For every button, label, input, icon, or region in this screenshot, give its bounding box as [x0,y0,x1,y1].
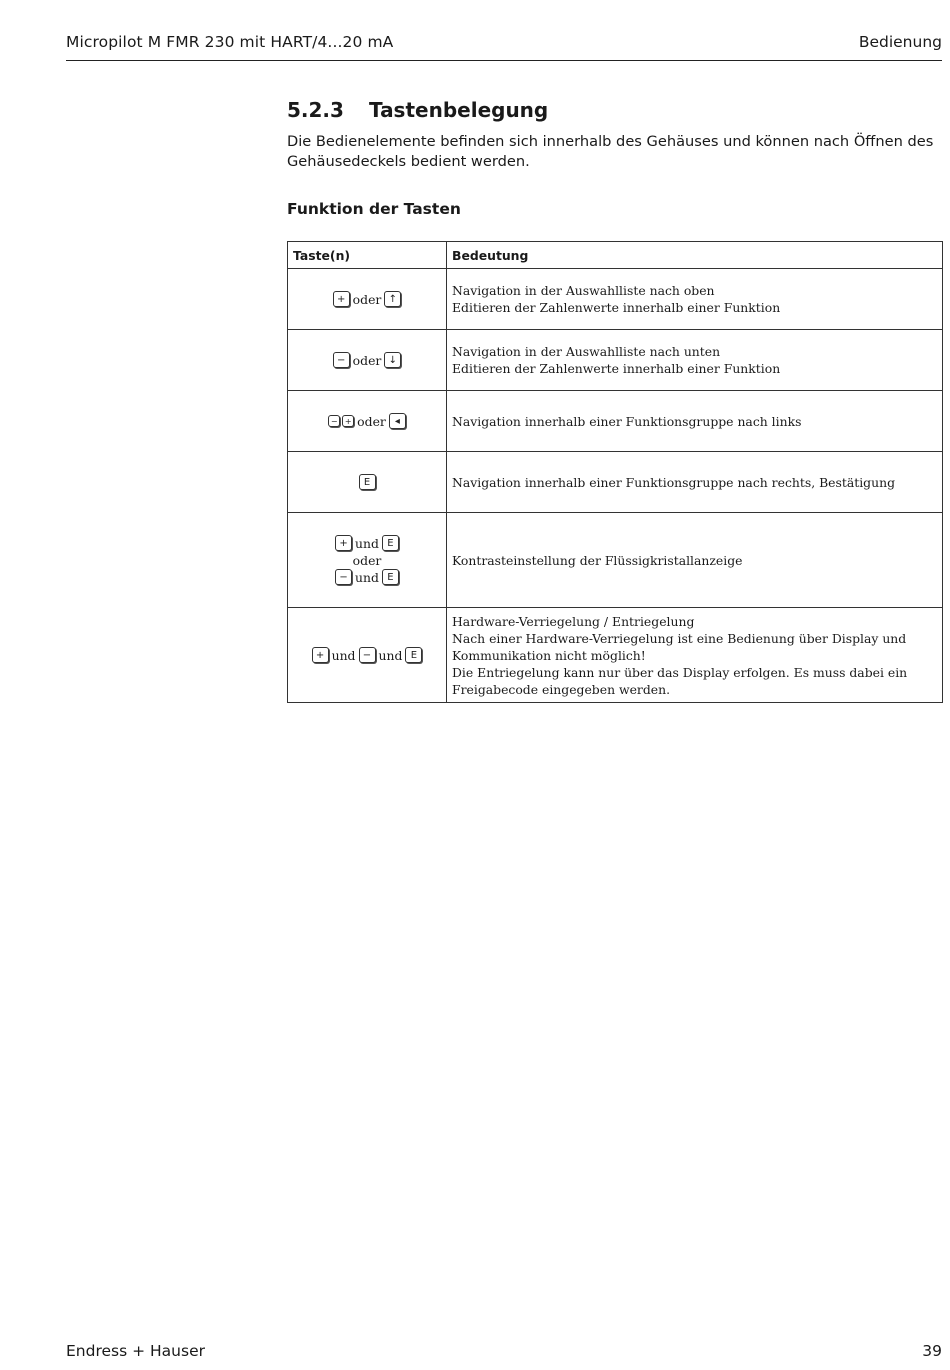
word-oder: oder [352,352,382,368]
meaning-line: Kontrasteinstellung der Flüssigkristallanzeige [452,552,743,568]
footer-company: Endress + Hauser [66,1342,205,1360]
word-und: und [331,647,356,663]
header-rule [66,60,942,61]
table-row [288,452,943,513]
meaning-line: Hardware-Verriegelung / Entriegelung [452,613,695,629]
meaning-line: Die Entriegelung kann nur über das Display erfolgen. Es muss dabei ein Freigabecode eingegeben werden. [452,664,908,697]
running-header-title: Micropilot M FMR 230 mit HART/4...20 mA [66,33,394,51]
key-cell [288,269,447,330]
key-cell [288,608,447,703]
plus-key-icon: + [333,291,350,307]
plus-key-icon: + [335,535,352,551]
section-number: 5.2.3 [287,98,344,122]
section-heading [287,98,548,122]
intro-paragraph: Die Bedienelemente befinden sich innerhalb des Gehäuses und können nach Öffnen des Gehäusedeckels bedient werden. [287,133,934,170]
meaning-line: Navigation in der Auswahlliste nach oben [452,283,715,298]
word-oder: oder [357,413,386,429]
meaning-cell [447,608,943,703]
meaning-cell [447,269,943,330]
meaning-line: Navigation in der Auswahlliste nach unten [452,344,721,359]
left-arrow-key-icon: ◂ [389,413,406,429]
column-header-keys: Taste(n) [288,242,447,269]
meaning-cell [447,513,943,608]
key-cell [288,391,447,452]
meaning-line: Editieren der Zahlenwerte innerhalb einer Funktion [452,361,781,376]
meaning-cell [447,452,943,513]
running-header-chapter: Bedienung [858,33,942,51]
enter-key-icon: E [359,474,376,490]
table-row [288,391,943,452]
meaning-cell [447,330,943,391]
meaning-cell [447,391,943,452]
column-header-meaning: Bedeutung [447,242,943,269]
up-arrow-key-icon: ↑ [384,291,401,307]
down-arrow-key-icon: ↓ [384,352,401,368]
minus-plus-key-pair [328,415,354,427]
word-und: und [355,569,379,585]
minus-key-icon: − [333,352,350,368]
meaning-line: Nach einer Hardware-Verriegelung ist eine Bedienung über Display und Kommunikation nicht möglich! [452,630,907,663]
enter-key-icon: E [382,569,399,585]
enter-key-icon: E [405,647,422,663]
section-title: Tastenbelegung [369,98,549,122]
plus-key-icon: + [342,415,354,427]
key-cell [288,513,447,608]
word-und: und [355,535,379,551]
table-row [288,513,943,608]
enter-key-icon: E [382,535,399,551]
table-row [288,330,943,391]
word-oder: oder [352,552,382,568]
plus-key-icon: + [312,647,329,663]
meaning-line: Editieren der Zahlenwerte innerhalb einer Funktion [452,300,781,315]
minus-key-icon: − [328,415,340,427]
page-number: 39 [922,1342,942,1360]
subheading: Funktion der Tasten [287,200,461,218]
minus-key-icon: − [359,647,376,663]
word-oder: oder [352,291,382,307]
meaning-line: Navigation innerhalb einer Funktionsgruppe nach rechts, Bestätigung [452,474,896,490]
key-cell [288,330,447,391]
table-row [288,608,943,703]
table-header-row [288,242,943,269]
meaning-line: Navigation innerhalb einer Funktionsgruppe nach links [452,413,802,429]
table-row [288,269,943,330]
key-function-table [287,241,943,703]
key-cell [288,452,447,513]
word-und: und [378,647,403,663]
minus-key-icon: − [335,569,352,585]
